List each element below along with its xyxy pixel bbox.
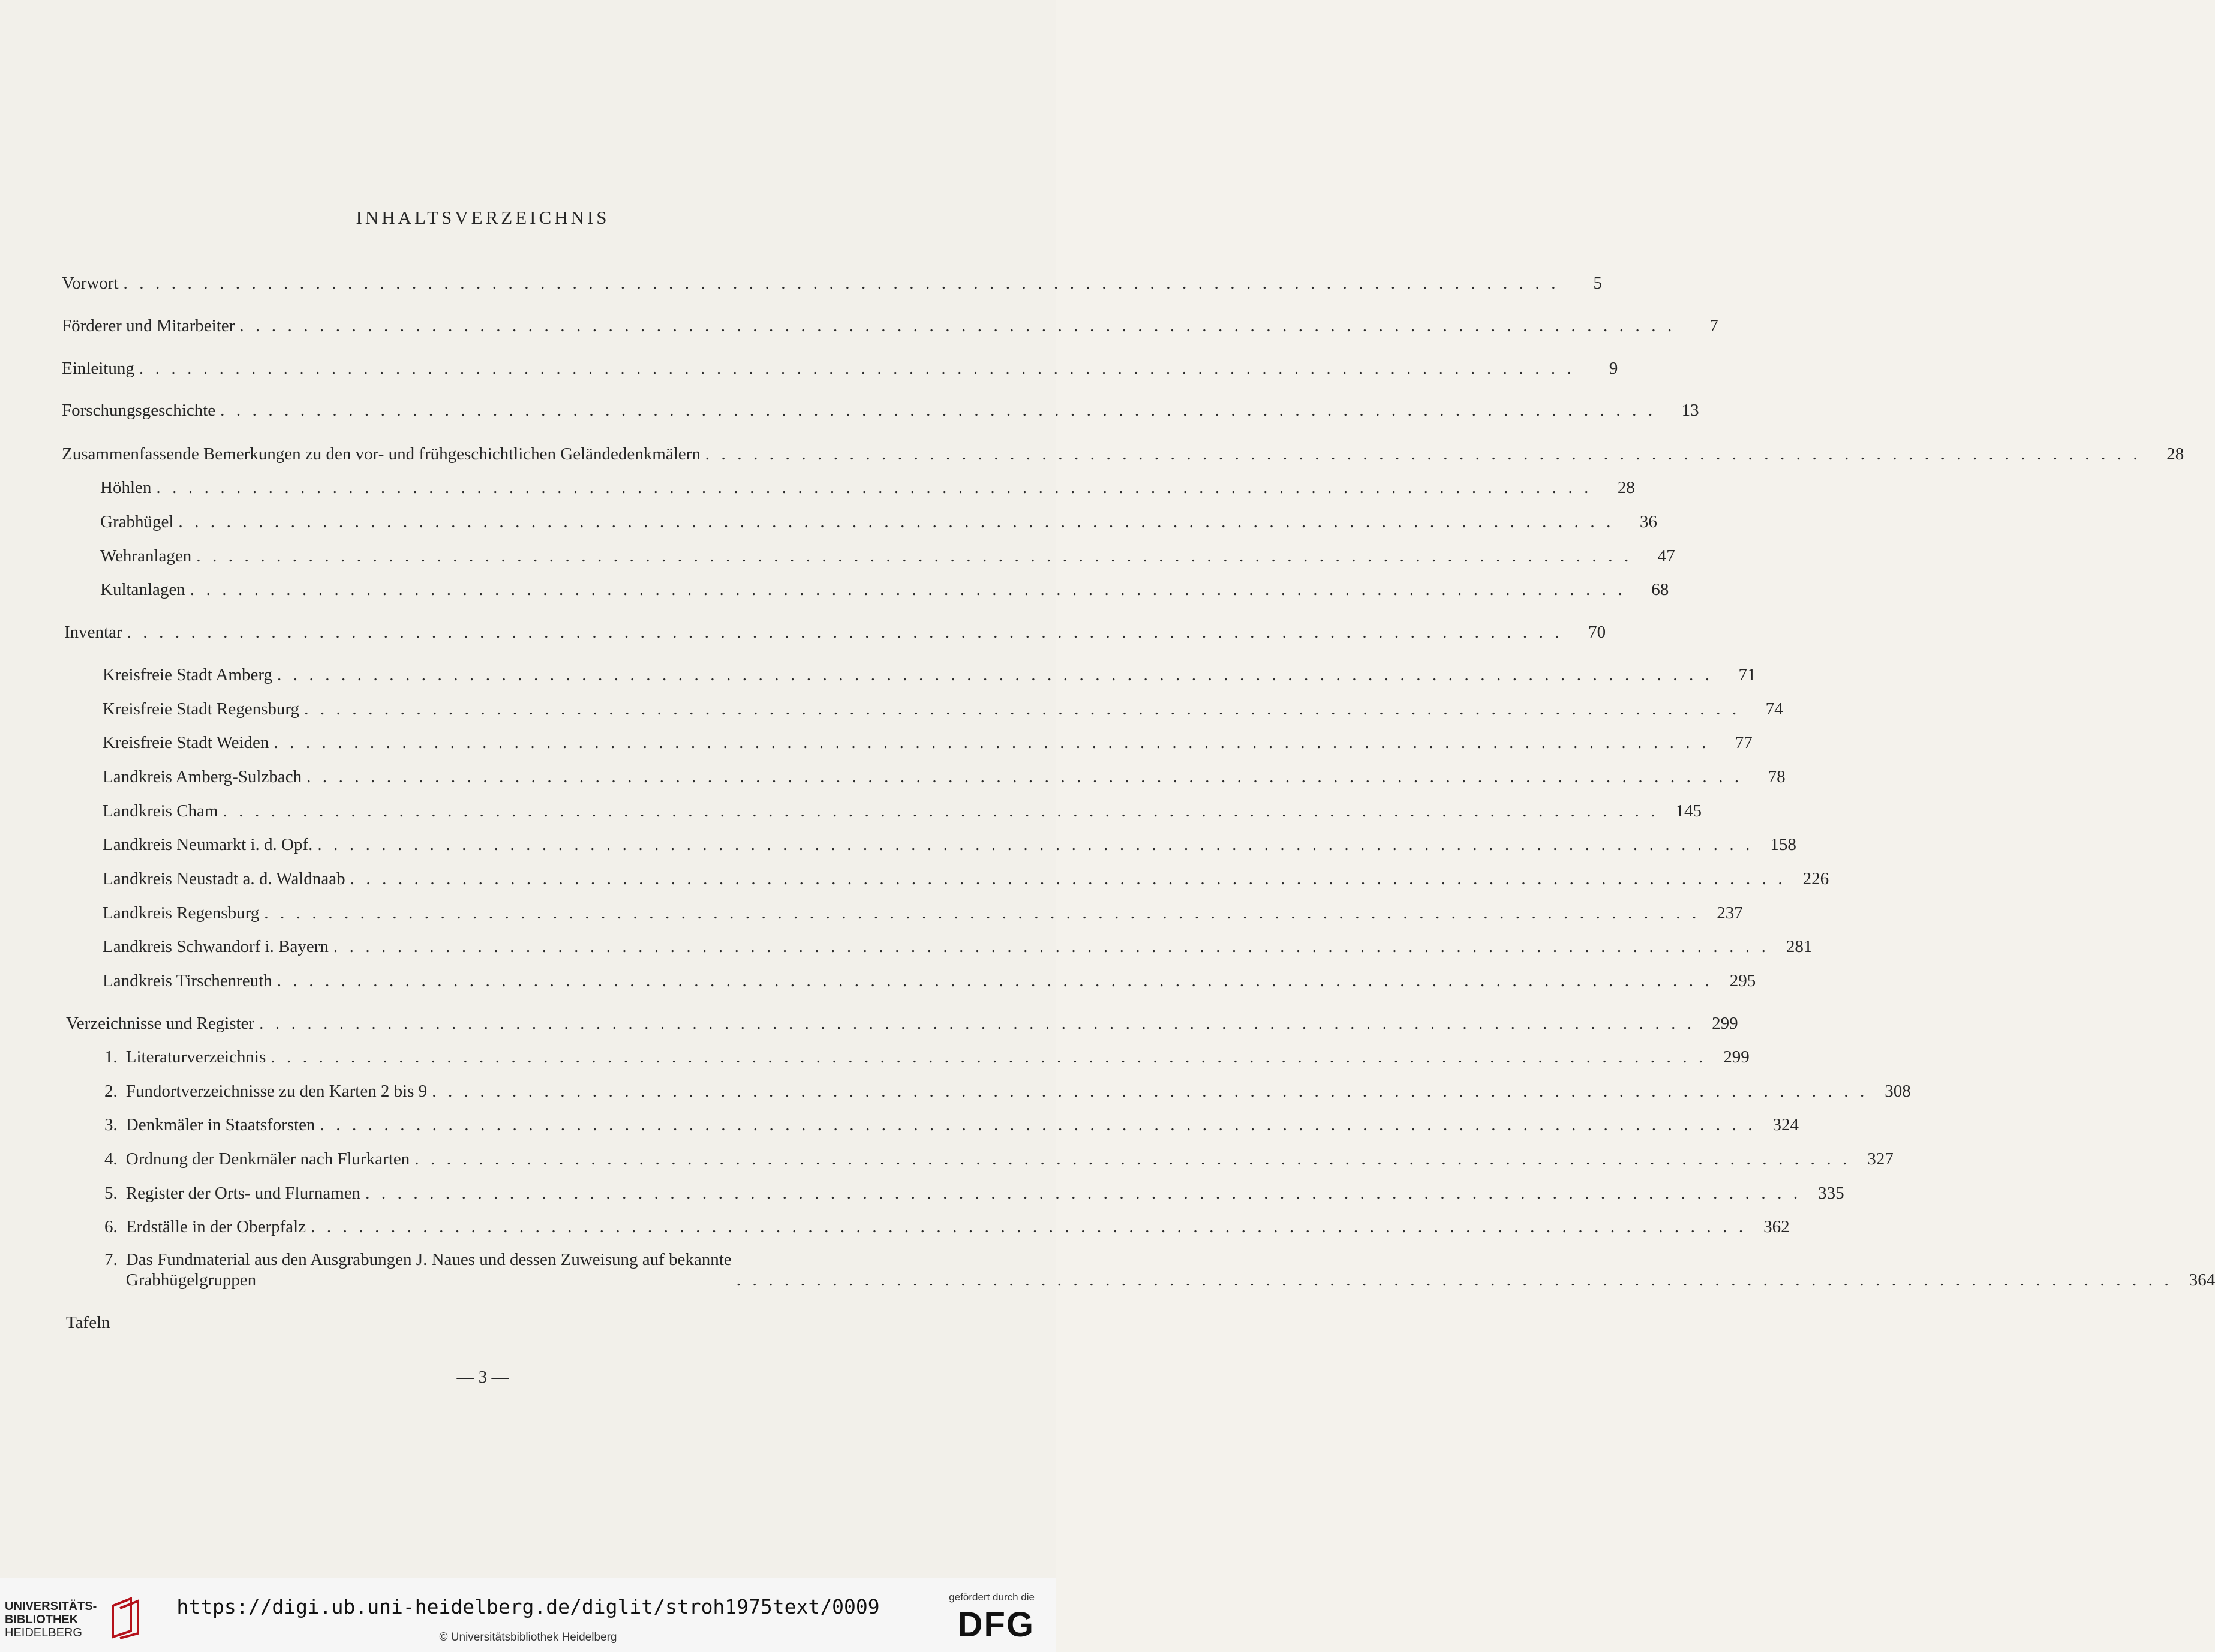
toc-label: Landkreis Regensburg xyxy=(103,903,260,923)
toc-label: Verzeichnisse und Register xyxy=(66,1014,255,1033)
copyright-notice: © Universitätsbibliothek Heidelberg xyxy=(439,1631,617,1644)
leader-dots: .......................................................................................... xyxy=(414,1149,1859,1169)
toc-entry-cham[interactable] xyxy=(103,801,1702,821)
toc-page: 5 xyxy=(1593,274,1603,293)
leader-dots: .......................................................................................... xyxy=(277,665,1721,684)
toc-page: 7 xyxy=(1709,316,1718,335)
toc-page: 78 xyxy=(1768,767,1786,786)
toc-entry-fundortverzeichnisse[interactable] xyxy=(104,1081,1911,1101)
leader-dots: .......................................................................................... xyxy=(311,1217,1755,1236)
toc-entry-flurkarten[interactable] xyxy=(104,1149,1894,1169)
leader-dots: .......................................................................................... xyxy=(432,1082,1876,1101)
toc-entry-kultanlagen[interactable] xyxy=(100,579,1669,600)
toc-page: 327 xyxy=(1867,1149,1894,1169)
toc-entry-grabhuegel[interactable] xyxy=(100,512,1657,532)
leader-dots: .......................................................................................... xyxy=(223,801,1667,821)
leader-dots: .......................................................................................... xyxy=(156,478,1600,497)
leader-dots: .......................................................................................... xyxy=(123,274,1568,293)
toc-page: 145 xyxy=(1675,801,1702,821)
toc-number: 5. xyxy=(104,1184,118,1203)
leader-dots: .......................................................................................... xyxy=(317,835,1762,854)
toc-page: 74 xyxy=(1765,699,1783,719)
toc-entry-tirschenreuth[interactable] xyxy=(103,971,1756,991)
leader-dots: .......................................................................................... xyxy=(139,359,1583,378)
funder-logo: DFG xyxy=(957,1605,1035,1644)
leader-dots: .......................................................................................... xyxy=(239,316,1684,335)
toc-entry-fundmaterial[interactable] xyxy=(104,1249,2215,1290)
toc-page: 237 xyxy=(1717,903,1743,923)
toc-label: Landkreis Neustadt a. d. Waldnaab xyxy=(103,869,345,888)
toc-label: Literaturverzeichnis xyxy=(125,1047,266,1067)
toc-number: 2. xyxy=(104,1082,118,1101)
toc-page: 9 xyxy=(1609,359,1618,378)
toc-page: 335 xyxy=(1818,1184,1844,1203)
leader-dots: .......................................................................................... xyxy=(306,767,1751,786)
leader-dots: .......................................................................................... xyxy=(350,869,1795,888)
toc-label: Register der Orts- und Flurnamen xyxy=(125,1184,361,1203)
toc-entry-hoehlen[interactable] xyxy=(100,477,1635,498)
toc-page: 28 xyxy=(2166,444,2184,464)
toc-entry-amberg-sulzbach[interactable] xyxy=(103,767,1786,787)
leader-dots: .......................................................................................... xyxy=(274,733,1718,752)
toc-page: 362 xyxy=(1763,1217,1790,1236)
toc-label-line-1: Das Fundmaterial aus den Ausgrabungen J. Naues und dessen Zuweisung auf bekannte xyxy=(125,1250,732,1269)
funder-caption: gefördert durch die xyxy=(949,1591,1035,1603)
toc-label: Landkreis Cham xyxy=(103,801,218,821)
toc-entry-forschungsgeschichte[interactable] xyxy=(62,400,1699,420)
toc-entry-vorwort[interactable] xyxy=(62,273,1603,293)
toc-page: 364 xyxy=(2189,1270,2215,1290)
toc-label: Landkreis Neumarkt i. d. Opf. xyxy=(103,835,313,854)
leader-dots: .......................................................................................... xyxy=(365,1184,1810,1203)
toc-entry-register[interactable] xyxy=(104,1183,1844,1203)
toc-entry-tafeln[interactable]: Tafeln xyxy=(66,1313,110,1332)
toc-label: Kreisfreie Stadt Regensburg xyxy=(103,699,300,719)
leader-dots: .......................................................................................... xyxy=(304,699,1748,719)
toc-label-block xyxy=(104,1249,732,1290)
toc-entry-erdstaelle[interactable] xyxy=(104,1217,1790,1237)
toc-entry-zusammenfassende-bemerkungen[interactable] xyxy=(62,444,2184,464)
toc-page: 226 xyxy=(1802,869,1829,888)
toc-label: Inventar xyxy=(64,623,122,642)
toc-label: Kreisfreie Stadt Weiden xyxy=(103,733,269,752)
toc-page: 295 xyxy=(1729,971,1756,990)
toc-page: 36 xyxy=(1639,512,1657,531)
toc-entry-literaturverzeichnis[interactable] xyxy=(104,1047,1750,1067)
toc-label: Kultanlagen xyxy=(100,580,185,599)
leader-dots: .......................................................................................... xyxy=(277,971,1721,990)
toc-entry-wehranlagen[interactable] xyxy=(100,546,1675,566)
toc-label: Kreisfreie Stadt Amberg xyxy=(103,665,272,684)
toc-entry-staatsforsten[interactable] xyxy=(104,1115,1799,1135)
toc-page: 47 xyxy=(1657,546,1675,566)
library-name-line-3: HEIDELBERG xyxy=(5,1626,82,1639)
toc-page: 28 xyxy=(1617,478,1635,497)
toc-label: Zusammenfassende Bemerkungen zu den vor- und frühgeschichtlichen Geländedenkmälern xyxy=(62,444,701,464)
toc-entry-einleitung[interactable] xyxy=(62,358,1618,379)
toc-label: Fundortverzeichnisse zu den Karten 2 bis 9 xyxy=(125,1082,428,1101)
toc-page: 324 xyxy=(1772,1115,1799,1134)
toc-label: Denkmäler in Staatsforsten xyxy=(125,1115,315,1134)
leader-dots: .......................................................................................... xyxy=(178,512,1622,531)
toc-page: 308 xyxy=(1885,1082,1911,1101)
toc-entry-neustadt[interactable] xyxy=(103,869,1829,889)
toc-entry-schwandorf[interactable] xyxy=(103,936,1813,957)
toc-label: Vorwort xyxy=(62,274,119,293)
toc-label: Landkreis Schwandorf i. Bayern xyxy=(103,937,329,956)
toc-page: 299 xyxy=(1712,1014,1738,1033)
toc-entry-neumarkt[interactable] xyxy=(103,834,1796,855)
toc-page: 158 xyxy=(1770,835,1796,854)
toc-number: 1. xyxy=(104,1047,118,1067)
toc-entry-verzeichnisse[interactable] xyxy=(66,1013,1738,1034)
library-name-line-1: UNIVERSITÄTS- xyxy=(5,1600,97,1613)
toc-page: 68 xyxy=(1651,580,1669,599)
toc-page: 281 xyxy=(1786,937,1813,956)
toc-number: 3. xyxy=(104,1115,118,1134)
toc-label: Förderer und Mitarbeiter xyxy=(62,316,235,335)
leader-dots: .......................................................................................... xyxy=(320,1115,1764,1134)
toc-label-lines xyxy=(126,1249,732,1290)
library-name-line-2: BIBLIOTHEK xyxy=(5,1613,79,1626)
leader-dots: .......................................................................................... xyxy=(705,444,2150,464)
toc-entry-inventar[interactable] xyxy=(64,622,1606,642)
toc-label: Erdställe in der Oberpfalz xyxy=(125,1217,306,1236)
toc-entry-regensburg-landkreis[interactable] xyxy=(103,903,1743,923)
toc-page: 299 xyxy=(1723,1047,1750,1067)
page-title: INHALTSVERZEICHNIS xyxy=(356,207,610,228)
toc-number: 4. xyxy=(104,1149,118,1169)
leader-dots: .......................................................................................... xyxy=(220,401,1664,420)
leader-dots: .......................................................................................... xyxy=(736,1270,2181,1290)
toc-label: Landkreis Amberg-Sulzbach xyxy=(103,767,302,786)
toc-number: 7. xyxy=(104,1250,118,1269)
toc-page: 71 xyxy=(1738,665,1756,684)
leader-dots: .......................................................................................... xyxy=(259,1014,1703,1033)
toc-entry-amberg[interactable] xyxy=(103,665,1756,685)
toc-label: Forschungsgeschichte xyxy=(62,401,216,420)
leader-dots: .......................................................................................... xyxy=(333,937,1778,956)
toc-entry-regensburg-stadt[interactable] xyxy=(103,699,1783,719)
toc-label: Landkreis Tirschenreuth xyxy=(103,971,272,990)
toc-number: 6. xyxy=(104,1217,118,1236)
toc-page: 77 xyxy=(1735,733,1753,752)
leader-dots: .......................................................................................... xyxy=(271,1047,1715,1067)
leader-dots: .......................................................................................... xyxy=(190,580,1634,599)
toc-label-line-2: Grabhügelgruppen xyxy=(125,1270,257,1290)
leader-dots: .......................................................................................... xyxy=(127,623,1571,642)
toc-entry-weiden[interactable] xyxy=(103,732,1753,753)
viewer-footer xyxy=(0,1578,1056,1652)
page-number: — 3 — xyxy=(456,1368,509,1387)
toc-page: 13 xyxy=(1681,401,1699,420)
toc-label: Einleitung xyxy=(62,359,134,378)
leader-dots: .......................................................................................... xyxy=(196,546,1640,566)
toc-label: Wehranlagen xyxy=(100,546,192,566)
toc-entry-foerderer[interactable] xyxy=(62,316,1718,336)
toc-page: 70 xyxy=(1588,623,1606,642)
leader-dots: .......................................................................................... xyxy=(264,903,1708,923)
toc-label: Ordnung der Denkmäler nach Flurkarten xyxy=(125,1149,410,1169)
permalink-url[interactable]: https://digi.ub.uni-heidelberg.de/diglit/stroh1975text/0009 xyxy=(176,1595,880,1618)
toc-label: Höhlen xyxy=(100,478,152,497)
toc-label: Grabhügel xyxy=(100,512,174,531)
